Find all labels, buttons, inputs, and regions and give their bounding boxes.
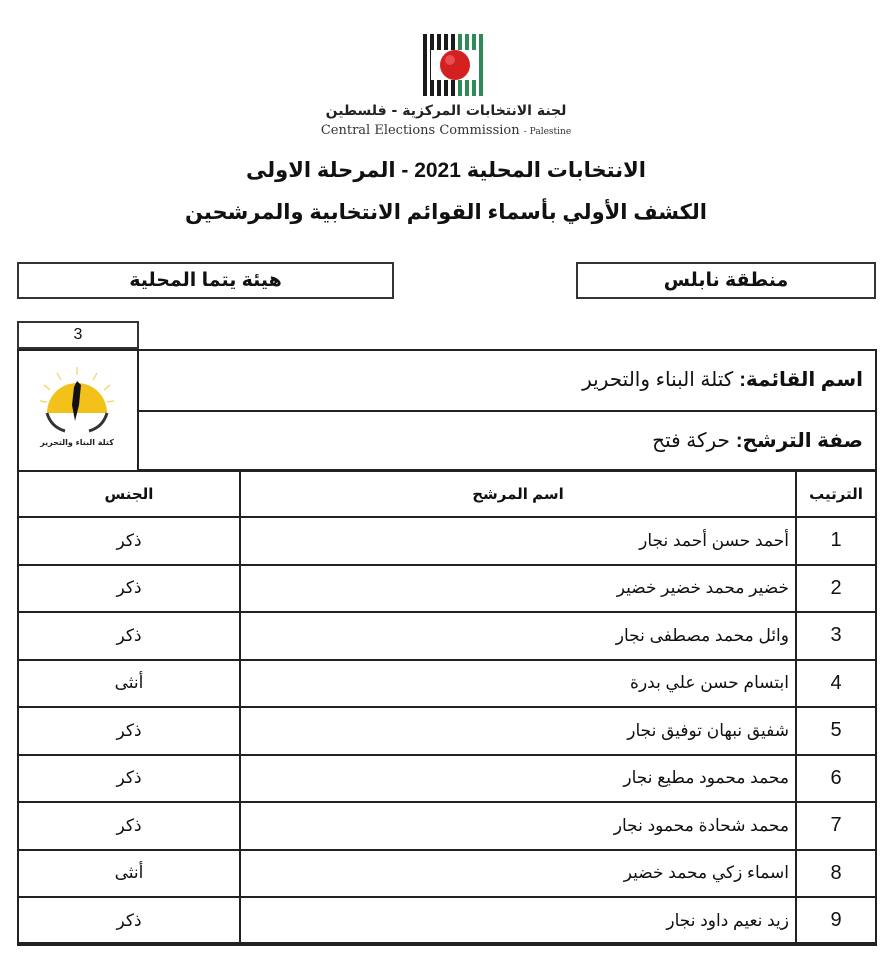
rank-cell: 9: [796, 897, 876, 945]
candidate-name-cell: محمد شحادة محمود نجار: [240, 802, 796, 850]
rank-cell: 5: [796, 707, 876, 755]
org-name-arabic: لجنة الانتخابات المركزية - فلسطين: [325, 103, 567, 119]
table-row: [18, 707, 876, 755]
rank-cell: 2: [796, 565, 876, 613]
list-name-value: كتلة البناء والتحرير: [582, 369, 734, 391]
candidates-table: [17, 470, 877, 946]
table-row: [18, 897, 876, 945]
rank-cell: 3: [796, 612, 876, 660]
table-header-row: [18, 471, 876, 517]
table-row: [18, 850, 876, 898]
org-name-english-main: Central Elections Commission: [320, 123, 520, 138]
column-header-name: اسم المرشح: [240, 471, 796, 517]
candidate-name-cell: محمد محمود مطيع نجار: [240, 755, 796, 803]
list-logo-cell: [17, 349, 139, 471]
table-row: [18, 517, 876, 565]
list-name-label: اسم القائمة:: [739, 369, 863, 391]
document-subtitle: الكشف الأولي بأسماء القوائم الانتخابية والمرشحين: [185, 201, 707, 224]
rank-cell: 1: [796, 517, 876, 565]
rank-cell: 6: [796, 755, 876, 803]
nomination-value: حركة فتح: [652, 430, 730, 452]
rank-cell: 7: [796, 802, 876, 850]
gender-cell: ذكر: [18, 517, 240, 565]
gender-cell: أنثى: [18, 660, 240, 708]
org-name-english: [300, 123, 592, 138]
candidate-name-cell: زيد نعيم داود نجار: [240, 897, 796, 945]
gender-cell: ذكر: [18, 802, 240, 850]
candidate-name-cell: ابتسام حسن علي بدرة: [240, 660, 796, 708]
rank-cell: 4: [796, 660, 876, 708]
list-name-row: [139, 349, 877, 412]
gender-cell: ذكر: [18, 707, 240, 755]
rank-cell: 8: [796, 850, 876, 898]
gender-cell: ذكر: [18, 755, 240, 803]
svg-text:كتلة البناء والتحرير: كتلة البناء والتحرير: [40, 438, 114, 447]
document-title: الانتخابات المحلية 2021 - المرحلة الاولى: [246, 159, 646, 182]
gender-cell: أنثى: [18, 850, 240, 898]
column-header-gender: الجنس: [18, 471, 240, 517]
gender-cell: ذكر: [18, 897, 240, 945]
nomination-row: [139, 412, 877, 471]
org-name-english-suffix: - Palestine: [523, 127, 572, 137]
candidate-name-cell: اسماء زكي محمد خضير: [240, 850, 796, 898]
column-header-rank: الترتيب: [796, 471, 876, 517]
list-logo-icon: [37, 365, 117, 455]
gender-cell: ذكر: [18, 612, 240, 660]
table-row: [18, 755, 876, 803]
council-name-box: هيئة يتما المحلية: [17, 262, 394, 299]
candidate-name-cell: شفيق نبهان توفيق نجار: [240, 707, 796, 755]
table-row: [18, 612, 876, 660]
table-row: [18, 802, 876, 850]
table-row: [18, 565, 876, 613]
nomination-label: صفة الترشح:: [735, 430, 863, 452]
gender-cell: ذكر: [18, 565, 240, 613]
table-row: [18, 660, 876, 708]
candidate-name-cell: وائل محمد مصطفى نجار: [240, 612, 796, 660]
region-name-box: منطقة نابلس: [576, 262, 876, 299]
cec-logo-icon: [423, 34, 487, 96]
list-number-box: 3: [17, 321, 139, 349]
candidate-name-cell: أحمد حسن أحمد نجار: [240, 517, 796, 565]
candidate-name-cell: خضير محمد خضير خضير: [240, 565, 796, 613]
